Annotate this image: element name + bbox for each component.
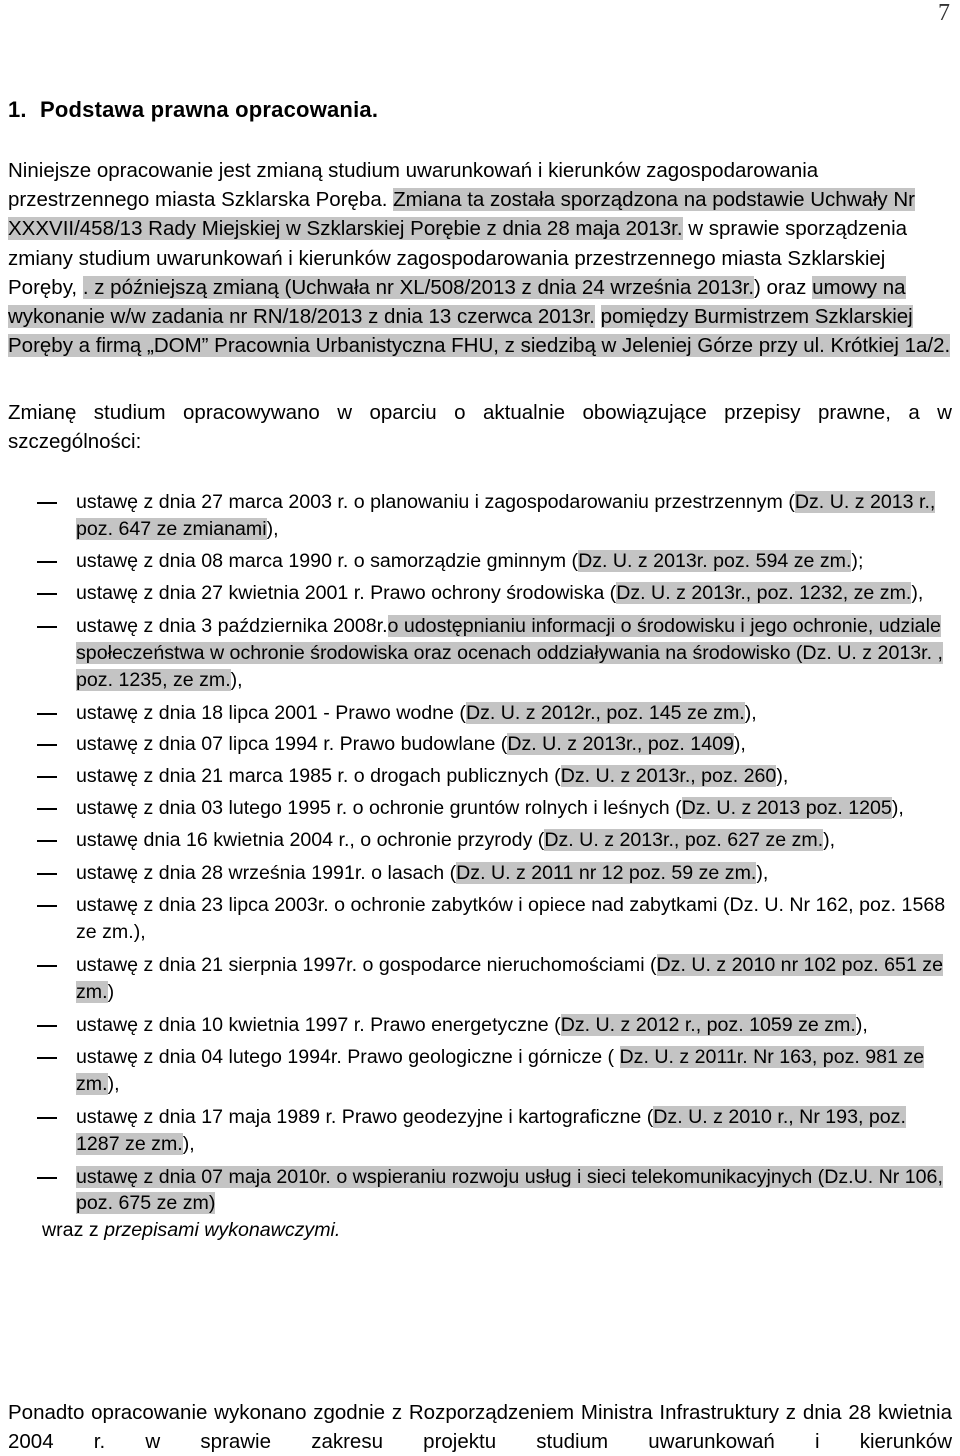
highlighted-text: Dz. U. z 2013r. poz. 594 ze zm.	[578, 549, 852, 572]
section-heading	[8, 97, 378, 123]
list-item	[76, 952, 950, 1006]
list-item	[76, 580, 950, 607]
intro-paragraph	[8, 156, 952, 360]
dash-bullet-icon	[37, 502, 57, 504]
dash-bullet-icon	[37, 626, 57, 628]
highlighted-text: pomiędzy Burmistrzem Szklarskiej Poręby a firmą „DOM” Pracownia Urbanistyczna FHU, z siedzibą w Jeleniej Górze przy ul. Krótkiej 1a/2.	[8, 305, 951, 358]
list-item-text: ),	[756, 861, 769, 884]
highlighted-text: Dz. U. z 2013 r., poz. 647 ze zmianami	[76, 491, 936, 540]
dash-bullet-icon	[37, 905, 57, 907]
intro-text	[595, 305, 601, 328]
highlighted-text: Dz. U. z 2012r., poz. 145 ze zm.	[465, 701, 745, 724]
list-item-text: ustawę dnia 16 kwietnia 2004 r., o ochronie przyrody (	[76, 828, 545, 851]
highlighted-text: Dz. U. z 2013 poz. 1205	[681, 796, 892, 819]
highlighted-text: o udostępnianiu informacji o środowisku i jego ochronie, udziale społeczeństwa w ochronie środowiska oraz ocenach oddziaływania na środowisko (Dz. U. z 2013r. , poz. 1235, ze zm.	[76, 615, 943, 691]
list-item	[76, 827, 950, 854]
list-item-text: ),	[855, 1013, 868, 1036]
dash-bullet-icon	[37, 776, 57, 778]
dash-bullet-icon	[37, 1057, 57, 1059]
list-item-text: ),	[266, 517, 279, 540]
dash-bullet-icon	[37, 1117, 57, 1119]
list-item-text: ),	[107, 1073, 120, 1096]
section-number: 1.	[8, 97, 27, 122]
highlighted-text: Dz. U. z 2013r., poz. 627 ze zm.	[544, 828, 824, 851]
list-item	[76, 613, 950, 693]
list-item	[76, 763, 950, 790]
list-item	[76, 731, 950, 758]
highlighted-text: Dz. U. z 2011r. Nr 163, poz. 981 ze zm.	[76, 1046, 925, 1096]
dash-bullet-icon	[37, 1177, 57, 1179]
section-title: Podstawa prawna opracowania.	[40, 97, 379, 122]
list-item	[76, 860, 950, 887]
list-item-text: ),	[744, 701, 757, 724]
highlighted-text: Dz. U. z 2011 nr 12 poz. 59 ze zm.	[456, 861, 757, 884]
highlighted-text: Dz. U. z 2010 nr 102 poz. 651 ze zm.	[76, 953, 943, 1003]
list-item-text: ),	[733, 733, 746, 756]
list-item	[76, 489, 950, 543]
list-item-text: ),	[911, 582, 924, 605]
dash-bullet-icon	[37, 713, 57, 715]
list-item	[76, 1104, 950, 1158]
list-item	[76, 892, 950, 946]
list-item-text: )	[107, 980, 115, 1003]
page-number: 7	[938, 0, 950, 26]
list-item	[76, 1012, 950, 1039]
list-footer-italic: przepisami wykonawczymi.	[104, 1219, 341, 1242]
highlighted-text: Dz. U. z 2013r., poz. 1409	[507, 733, 734, 756]
highlighted-text: . z późniejszą zmianą (Uchwała nr XL/508/2013 z dnia 24 września 2013r.	[82, 275, 755, 299]
list-item	[76, 548, 950, 575]
list-item-text: ustawę z dnia 21 marca 1985 r. o drogach publicznych (	[76, 765, 561, 788]
highlighted-text: Dz. U. z 2013r., poz. 260	[560, 765, 777, 788]
highlighted-text: Zmiana ta została sporządzona na podstawie Uchwały Nr XXXVII/458/13 Rady Miejskiej w Szklarskiej Porębie z dnia 28 maja 2013r.	[8, 188, 916, 241]
legal-basis-list	[0, 484, 960, 1244]
list-item	[76, 795, 950, 822]
highlighted-text: Dz. U. z 2012 r., poz. 1059 ze zm.	[560, 1013, 856, 1036]
highlighted-text: umowy na wykonanie w/w zadania nr RN/18/2013 z dnia 13 czerwca 2013r.	[8, 275, 906, 329]
dash-bullet-icon	[37, 808, 57, 810]
dash-bullet-icon	[37, 873, 57, 875]
list-item-text: ustawę z dnia 27 kwietnia 2001 r. Prawo ochrony środowiska (	[76, 582, 617, 605]
list-item-text: ustawę z dnia 04 lutego 1994r. Prawo geologiczne i górnicze (	[76, 1046, 620, 1069]
dash-bullet-icon	[37, 1025, 57, 1027]
dash-bullet-icon	[37, 593, 57, 595]
basis-paragraph: Zmianę studium opracowywano w oparciu o aktualnie obowiązujące przepisy prawne, a w szczególności:	[8, 401, 952, 454]
list-item-text: ustawę z dnia 23 lipca 2003r. o ochronie zabytków i opiece nad zabytkami (Dz. U. Nr 162, poz. 1568 ze zm.),	[76, 894, 946, 944]
intro-text: ) oraz	[754, 275, 813, 299]
dash-bullet-icon	[37, 561, 57, 563]
list-item-text: ustawę z dnia 07 lipca 1994 r. Prawo budowlane (	[76, 733, 508, 756]
list-item-text: ustawę z dnia 03 lutego 1995 r. o ochronie gruntów rolnych i leśnych (	[76, 796, 682, 819]
list-footer-prefix: wraz z	[42, 1219, 105, 1242]
list-footer	[42, 1217, 960, 1244]
list-item-text: ustawę z dnia 18 lipca 2001 - Prawo wodne (	[76, 701, 466, 724]
list-item	[76, 700, 950, 727]
list-item-text: );	[851, 549, 864, 572]
list-item-text: ),	[891, 796, 904, 819]
list-item-text: ustawę z dnia 21 sierpnia 1997r. o gospodarce nieruchomościami (	[76, 953, 657, 976]
highlighted-text: Dz. U. z 2010 r., Nr 193, poz. 1287 ze zm.	[76, 1105, 906, 1155]
list-item-text: ustawę z dnia 27 marca 2003 r. o planowaniu i zagospodarowaniu przestrzennym (	[76, 491, 795, 513]
highlighted-text: Dz. U. z 2013r., poz. 1232, ze zm.	[616, 582, 912, 605]
list-item-text: ustawę z dnia 10 kwietnia 1997 r. Prawo energetyczne (	[76, 1013, 561, 1036]
intro-text: w sprawie sporządzenia zmiany studium uwarunkowań i kierunków zagospodarowania przestrzennego miasta Szklarskiej Poręby,	[8, 217, 908, 299]
list-item-text: ustawę z dnia 3 października 2008r.	[76, 615, 388, 638]
list-item-text: ),	[776, 765, 789, 788]
list-item-text: ),	[823, 828, 836, 851]
list-item-text: ustawę z dnia 17 maja 1989 r. Prawo geodezyjne i kartograficzne (	[76, 1105, 654, 1128]
highlighted-text: ustawę z dnia 07 maja 2010r. o wspieraniu rozwoju usług i sieci telekomunikacyjnych (Dz.U. Nr 106, poz. 675 ze zm)	[76, 1165, 943, 1215]
list-item-text: ustawę z dnia 08 marca 1990 r. o samorządzie gminnym (	[76, 549, 579, 572]
list-item	[76, 1044, 950, 1098]
list-item	[76, 1164, 950, 1218]
regulation-paragraph: Ponadto opracowanie wykonano zgodnie z Rozporządzeniem Ministra Infrastruktury z dnia 28 kwietnia 2004 r. w sprawie zakresu projektu studium uwarunkowań i kierunków	[8, 1401, 952, 1454]
list-item-text: ustawę z dnia 28 września 1991r. o lasach (	[76, 861, 457, 884]
dash-bullet-icon	[37, 744, 57, 746]
list-item-text: ),	[230, 668, 243, 691]
list-item-text: ),	[182, 1132, 195, 1155]
intro-text: Niniejsze opracowanie jest zmianą studium uwarunkowań i kierunków zagospodarowania przestrzennego miasta Szklarska Poręba.	[8, 159, 819, 212]
dash-bullet-icon	[37, 965, 57, 967]
dash-bullet-icon	[37, 840, 57, 842]
